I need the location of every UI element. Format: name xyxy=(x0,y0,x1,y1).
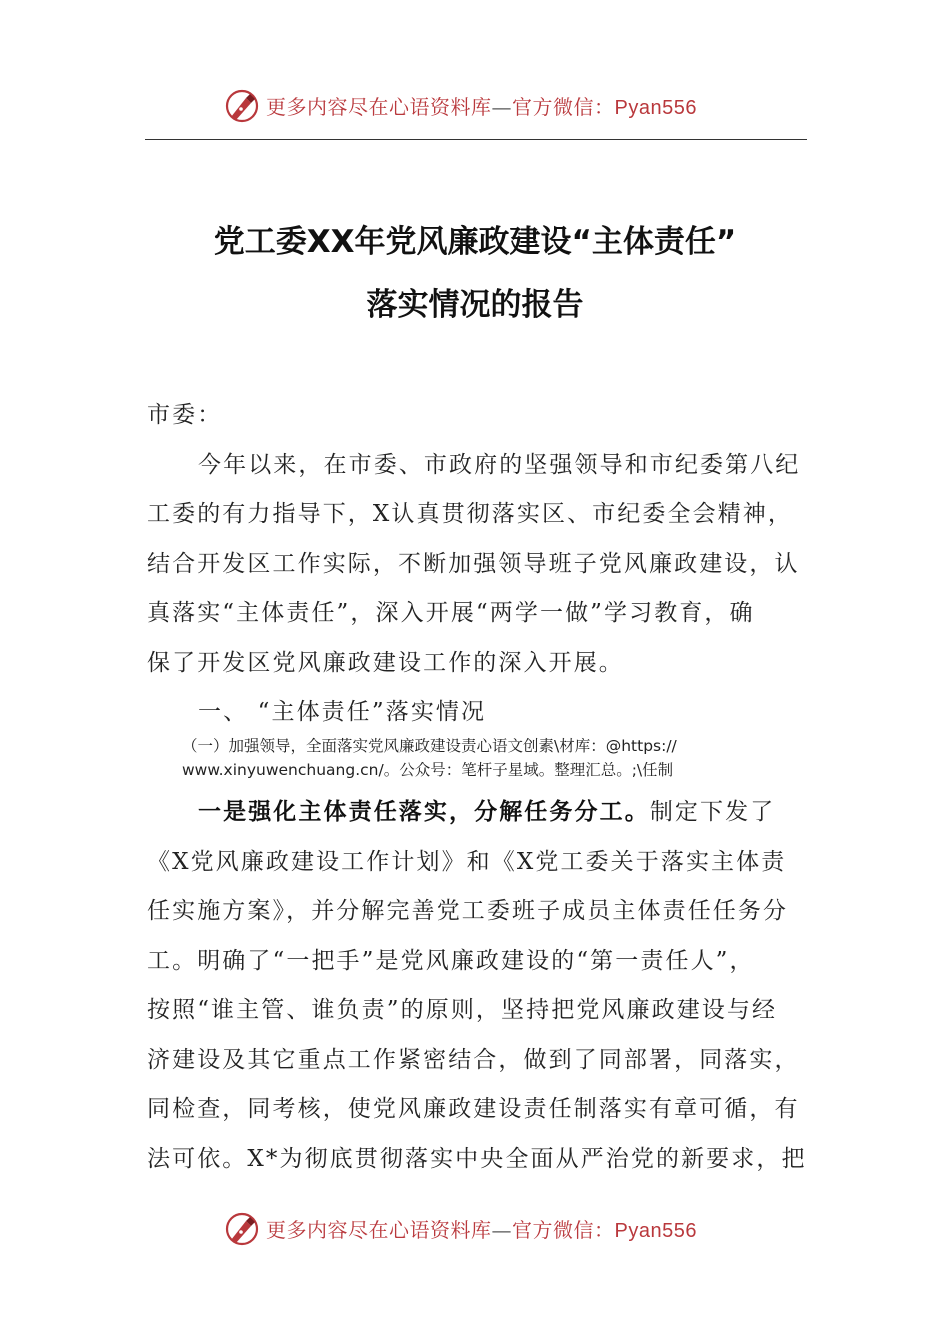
banner-text: 更多内容尽在心语资料库—官方微信：Pyan556 xyxy=(266,1218,697,1242)
paragraph-line: 工委的有力指导下，X认真贯彻落实区、市纪委全会精神， xyxy=(147,501,793,527)
section-heading: 一、 “主体责任”落实情况 xyxy=(198,699,487,725)
banner-text: 更多内容尽在心语资料库—官方微信：Pyan556 xyxy=(266,95,697,119)
subsection-line: （一）加强领导，全面落实党风廉政建设责心语文创素\材库：@https:// xyxy=(182,737,677,755)
paragraph-line: 任实施方案》，并分解完善党工委班子成员主体责任任务分 xyxy=(147,898,789,924)
paragraph-line: 结合开发区工作实际，不断加强领导班子党风廉政建设，认 xyxy=(147,551,800,577)
salutation: 市委： xyxy=(147,402,223,428)
document-title-line1: 党工委XX年党风廉政建设“主体责任” xyxy=(213,224,737,260)
emphasis-text: 一是强化主体责任落实，分解任务分工。 xyxy=(198,798,650,825)
header-banner xyxy=(0,80,950,130)
paragraph-line: 法可依。X*为彻底贯彻落实中央全面从严治党的新要求，把 xyxy=(147,1146,807,1172)
paragraph-line: 一是强化主体责任落实，分解任务分工。制定下发了 xyxy=(198,798,776,825)
pen-nib-logo-icon xyxy=(222,86,262,126)
paragraph-line: 真落实“主体责任”，深入开展“两学一做”学习教育，确 xyxy=(147,600,755,626)
pen-nib-logo-icon xyxy=(222,1209,262,1249)
subsection-line: www.xinyuwenchuang.cn/。公众号：笔杆子星域。整理汇总。;\任制 xyxy=(182,761,674,779)
paragraph-line: 济建设及其它重点工作紧密结合，做到了同部署，同落实， xyxy=(147,1047,800,1073)
paragraph-line: 同检查，同考核，使党风廉政建设责任制落实有章可循，有 xyxy=(147,1096,800,1122)
document-title-line2: 落实情况的报告 xyxy=(366,287,584,323)
paragraph-line: 今年以来，在市委、市政府的坚强领导和市纪委第八纪 xyxy=(198,452,801,478)
paragraph-line: 按照“谁主管、谁负责”的原则，坚持把党风廉政建设与经 xyxy=(147,997,778,1023)
paragraph-line: 《X党风廉政建设工作计划》和《X党工委关于落实主体责 xyxy=(147,849,787,875)
paragraph-line: 保了开发区党风廉政建设工作的深入开展。 xyxy=(147,650,624,676)
footer-banner xyxy=(0,1203,950,1253)
paragraph-line: 工。明确了“一把手”是党风廉政建设的“第一责任人”， xyxy=(147,948,755,974)
header-divider xyxy=(145,139,807,140)
